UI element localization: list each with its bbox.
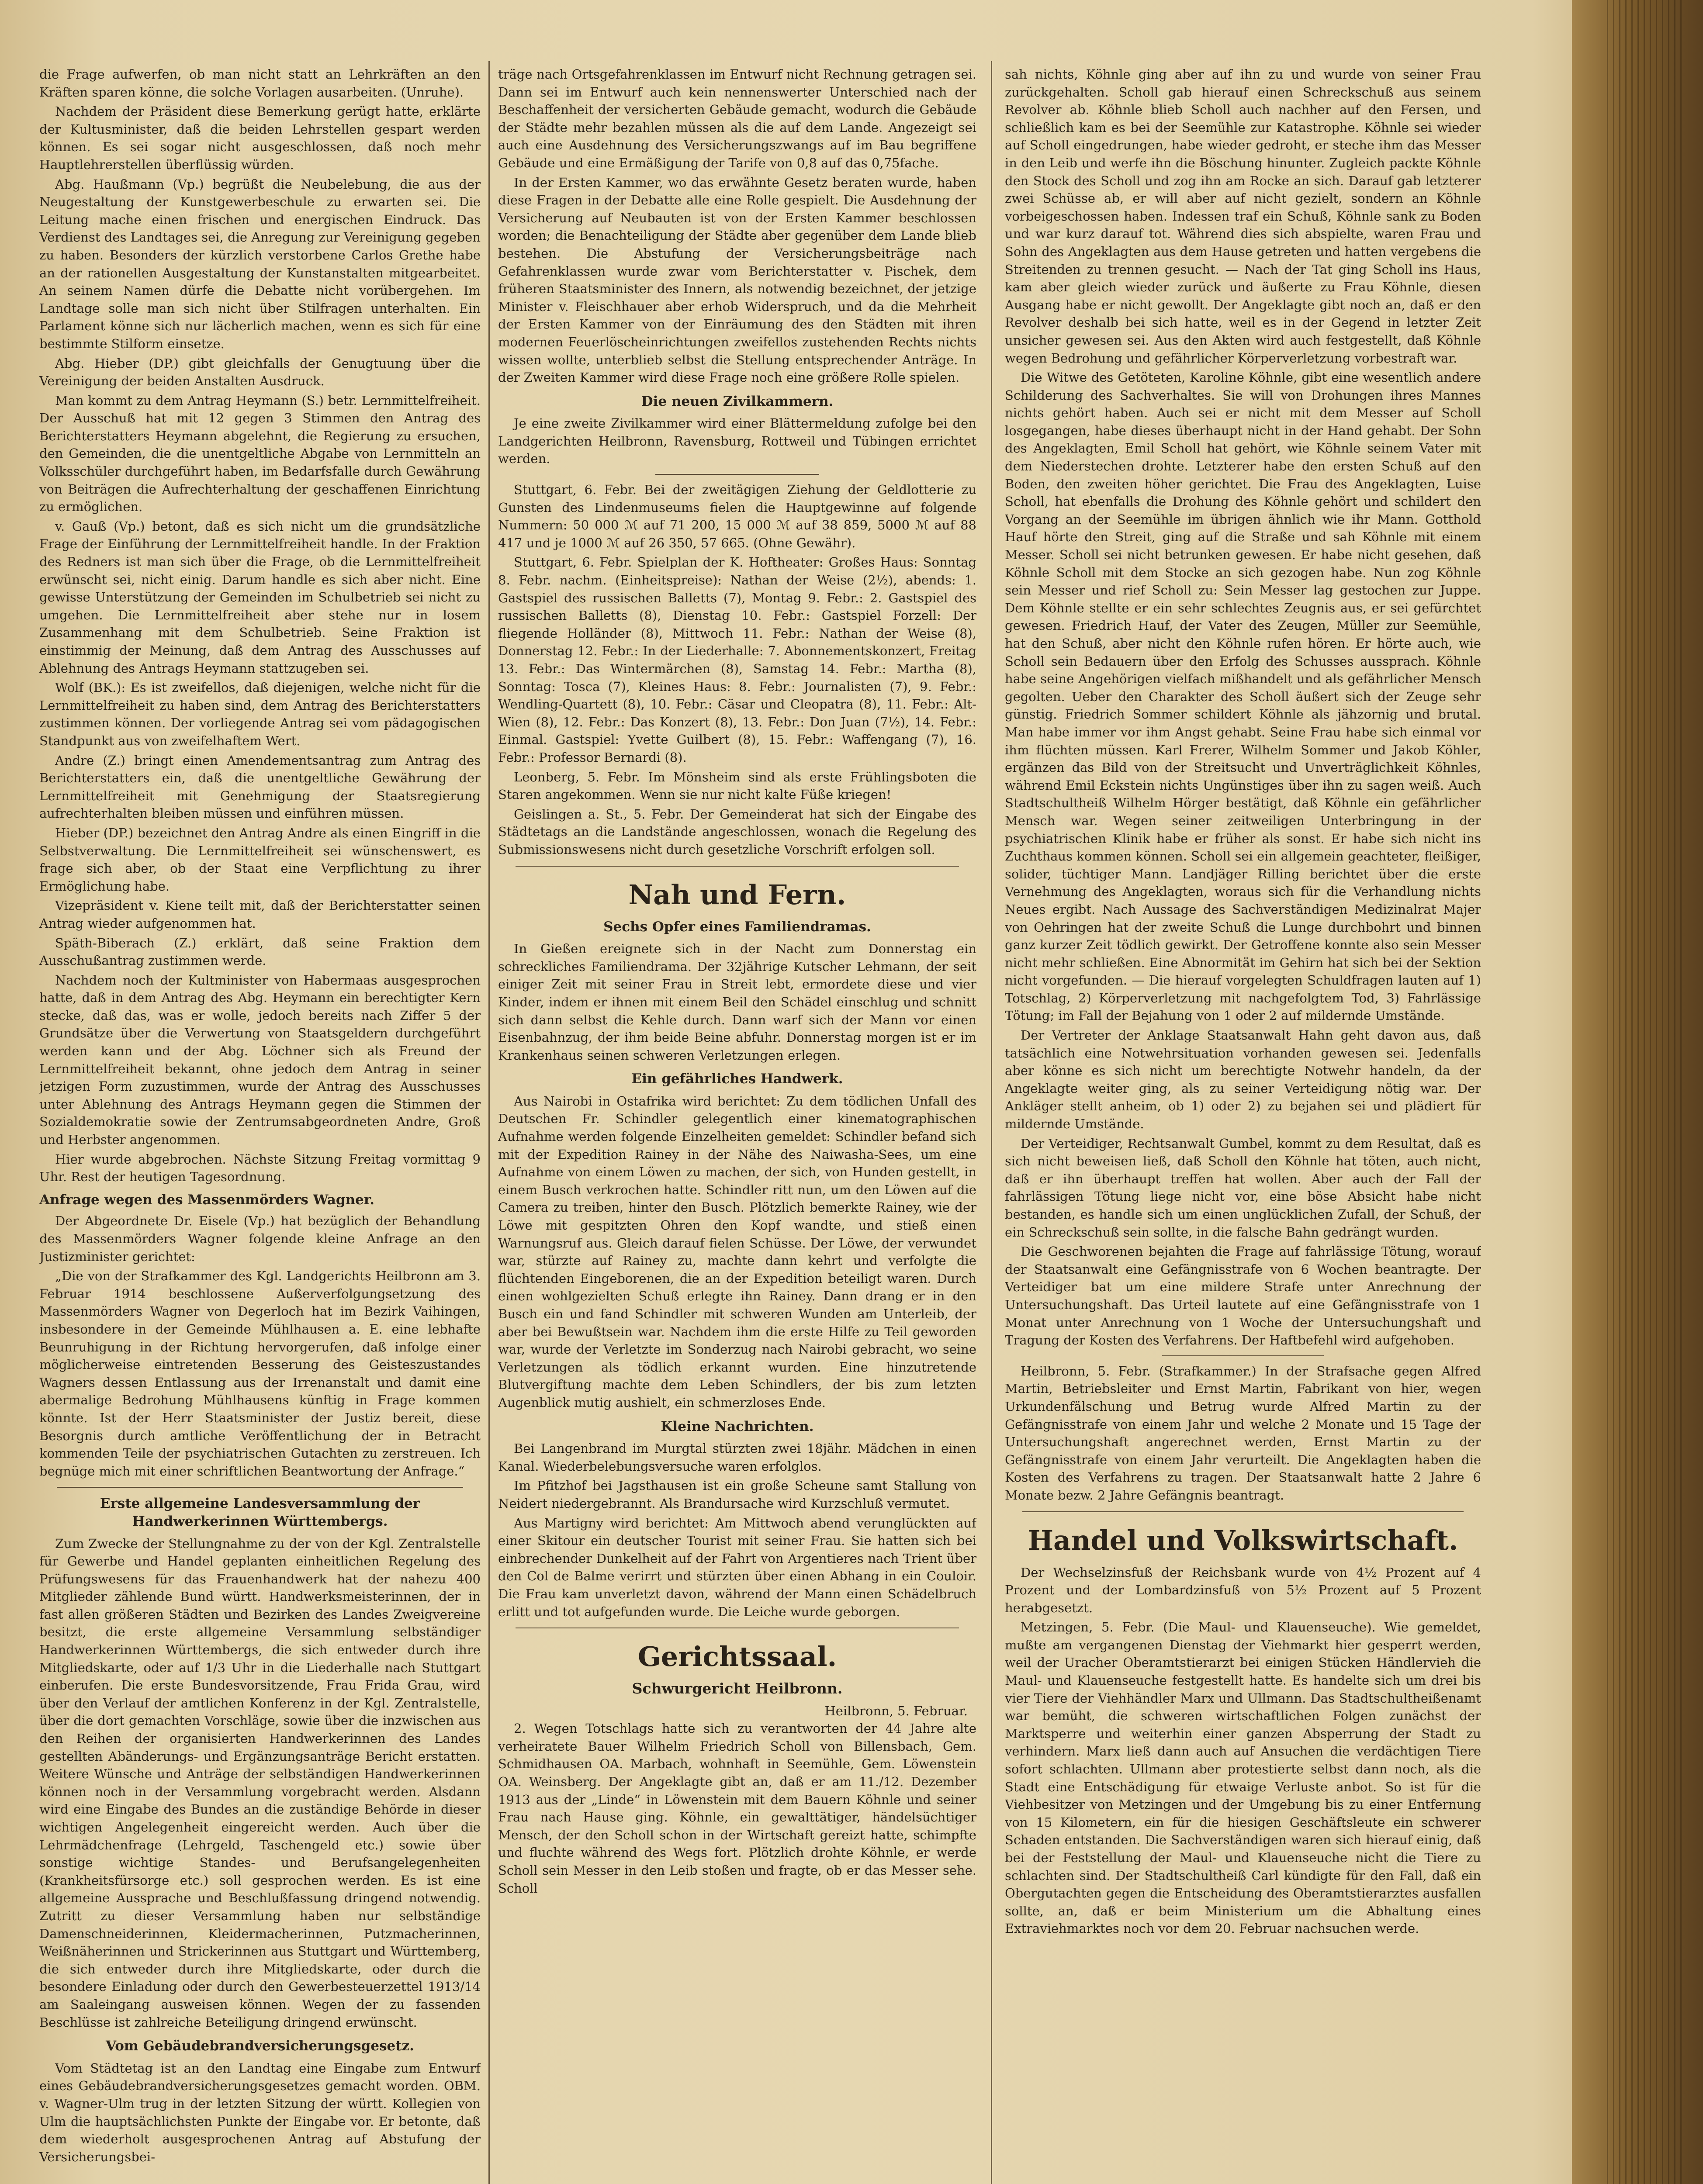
paragraph: Die Geschworenen bejahten die Frage auf fahrlässige Tötung, worauf der Staatsanwalt eine Gefängnisstrafe von 6 Wochen beantragte. Der Verteidiger bat um eine mildere Strafe unter Anrechnung der Untersuchungshaft. Das Urteil lautete auf eine Gefängnisstrafe von 1 Monat unter Anrechnung von 1 Woche der Untersuchungshaft und Tragung der Kosten des Verfahrens. Der Haftbefehl wird aufgehoben.: [1005, 1244, 1481, 1348]
column-rule-left: [488, 61, 490, 2184]
paragraph: Stuttgart, 6. Febr. Spielplan der K. Hoftheater: Großes Haus: Sonntag 8. Febr. nachm. (Einheitspreise): Nathan der Weise (2½), abends: 1. Gastspiel des russischen Balletts (7), Montag 9. Febr.: 2. Gastspiel des russischen Balletts (8), Dienstag 10. Febr.: Gastspiel Forzell: Der fliegende Holländer (8), Mittwoch 11. Febr.: Nathan der Weise (8), Donnerstag 12. Febr.: In der Liederhalle: 7. Abonnementskonzert, Freitag 13. Febr.: Das Wintermärchen (8), Samstag 14. Febr.: Martha (8), Sonntag: Tosca (7), Kleines Haus: 8. Febr.: Journalisten (7), 9. Febr.: Wendling-Quartett (8), 10. Febr.: Cäsar und Cleopatra (8), 11. Febr.: Alt-Wien (8), 12. Febr.: Das Konzert (8), 13. Febr.: Don Juan (7½), 14. Febr.: Einmal. Gastspiel: Yvette Guilbert (8), 15. Febr.: Waffengang (7), 16. Febr.: Professor Bernardi (8).: [498, 555, 976, 765]
divider: [516, 866, 959, 867]
subsection-heading: Schwurgericht Heilbronn.: [632, 1680, 843, 1697]
paragraph: sah nichts, Köhnle ging aber auf ihn zu und wurde von seiner Frau zurückgehalten. Scholl gab hierauf einen Schreckschuß aus seinem Revolver ab. Köhnle blieb Scholl auch nachher auf den Fersen, und schließlich kam es bei der Seemühle zur Katastrophe. Köhnle sei wieder auf Scholl eingedrungen, habe wieder gedroht, er steche ihm das Messer in den Leib und werfe ihn die Böschung hinunter. Zugleich packte Köhnle den Stock des Scholl und zog ihn am Rocke an sich. Darauf gab letzterer zwei Schüsse ab, er will aber auf nicht gezielt, sondern an Köhnle vorbeigeschossen haben. Indessen traf ein Schuß, Köhnle sank zu Boden und war kurz darauf tot. Während dies sich abspielte, waren Frau und Sohn des Angeklagten aus dem Hause getreten und hatten vergebens die Streitenden zu trennen gesucht. — Nach der Tat ging Scholl ins Haus, kam aber gleich wieder zurück und äußerte zu Frau Köhnle, diesen Ausgang habe er nicht gewollt. Der Angeklagte gibt noch an, daß er den Revolver deshalb bei sich hatte, weil es in der Gegend in letzter Zeit unsicher gewesen sei. Aus den Akten wird auch festgestellt, daß Köhnle wegen Bedrohung und gefährlicher Körperverletzung vorbestraft war.: [1005, 67, 1481, 366]
paragraph: Der Verteidiger, Rechtsanwalt Gumbel, kommt zu dem Resultat, daß es sich nicht beweisen ließ, daß Scholl den Köhnle hat töten, auch nicht, daß er ihn überhaupt treffen hat wollen. Aber auch der Fall der fahrlässigen Tötung liege nicht vor, eine böse Absicht habe nicht bestanden, es handle sich um einen unglücklichen Zufall, der Schuß, der ein Schreckschuß sein sollte, in die falsche Bahn gedrängt wurden.: [1005, 1136, 1481, 1240]
paragraph: Aus Nairobi in Ostafrika wird berichtet: Zu dem tödlichen Unfall des Deutschen Fr. Schindler gelegentlich einer kinematographischen Aufnahme werden folgende Einzelheiten gemeldet: Schindler befand sich mit der Expedition Rainey in der Nähe des Naiwasha-Sees, um eine Aufnahme von einem Löwen zu machen, der sich, von Hunden gestellt, in einem Busch verkrochen hatte. Schindler ritt nun, um den Löwen auf die Camera zu treiben, hinter den Busch. Plötzlich bemerkte Rainey, wie der Löwe mit gespitzten Ohren den Kopf wandte, und stieß einen Warnungsruf aus. Gleich darauf fielen Schüsse. Der Löwe, der verwundet war, stürzte auf Rainey zu, machte dann kehrt und verfolgte die flüchtenden Eingeborenen, die an der Expedition beteiligt waren. Durch einen wohlgezielten Schuß erlegte ihn Rainey. Dann drang er in den Busch ein und fand Schindler mit schweren Wunden am Unterleib, der aber bei Bewußtsein war. Nachdem ihm die erste Hilfe zu Teil geworden war, wurde der Verletzte im Sonderzug nach Nairobi gebracht, wo seine Verletzungen als tödlich erkannt wurden. Eine hinzutretende Blutvergiftung machte dem Leben Schindlers, der bis zum letzten Augenblick mutig aushielt, ein schmerzloses Ende.: [498, 1093, 976, 1410]
paragraph: Hieber (DP.) bezeichnet den Antrag Andre als einen Eingriff in die Selbstverwaltung. Die Lernmittelfreiheit sei wünschenswert, es frage sich aber, ob der Staat eine Verpflichtung zu ihrer Ermöglichung habe.: [39, 825, 481, 894]
paragraph: Bei Langenbrand im Murgtal stürzten zwei 18jähr. Mädchen in einen Kanal. Wiederbelebungsversuche waren erfolglos.: [498, 1441, 976, 1474]
paragraph: träge nach Ortsgefahrenklassen im Entwurf nicht Rechnung getragen sei. Dann sei im Entwurf auch kein nennenswerter Unterschied nach der Beschaffenheit der versicherten Gebäude gemacht, wodurch die Gebäude der Städte mehr bezahlen müssen als die auf dem Lande. Angezeigt sei auch eine Ausdehnung des Versicherungszwangs auf im Bau begriffene Gebäude und eine Ermäßigung der Tarife von 0,8 auf das 0,75fache.: [498, 67, 976, 170]
paragraph: Vizepräsident v. Kiene teilt mit, daß der Berichterstatter seinen Antrag wieder aufgenommen hat.: [39, 898, 481, 931]
paragraph: Metzingen, 5. Febr. (Die Maul- und Klauenseuche). Wie gemeldet, mußte am vergangenen Dienstag der Viehmarkt hier gesperrt werden, weil der Uracher Oberamtstierarzt bei einigen Stücken Händlervieh die Maul- und Klauenseuche festgestellt hatte. Es handelte sich um drei bis vier Tiere der Viehhändler Marx und Ullmann. Das Stadtschultheißenamt war bemüht, die schweren wirtschaftlichen Folgen zunächst der Marktsperre und weiterhin einer ganzen Absperrung der Stadt zu verhindern. Marx ließ dann auch auf Ansuchen die verdächtigen Tiere sofort schlachten. Ullmann aber protestierte selbst dann noch, als die Stadt eine Entschädigung für etwaige Verluste anbot. So ist für die Viehbesitzer von Metzingen und der Umgebung bis zu einer Entfernung von 15 Kilometern, ein für die hiesigen Geschäftsleute ein schwerer Schaden entstanden. Die Sachverständigen waren sich hierauf einig, daß bei der Feststellung der Maul- und Klauenseuche nicht die Tiere zu schlachten sind. Der Stadtschultheiß Carl kündigte für den Fall, daß ein Obergutachten gegen die Entscheidung des Oberamtstierarztes ausfallen sollte, an, daß er beim Ministerium um die Abhaltung eines Extraviehmarktes noch vor dem 20. Februar nachsuchen werde.: [1005, 1620, 1481, 1936]
paragraph: Andre (Z.) bringt einen Amendementsantrag zum Antrag des Berichterstatters ein, daß die unentgeltliche Gewährung der Lernmittelfreiheit mit Genehmigung der Staatsregierung aufrechterhalten bleiben müssen und einführen müssen.: [39, 753, 481, 821]
paragraph: Der Vertreter der Anklage Staatsanwalt Hahn geht davon aus, daß tatsächlich eine Notwehrsituation vorhanden gewesen sei. Jedenfalls aber könne es sich nicht um berechtigte Notwehr handeln, da der Angeklagte weiter ging, als zu seiner Verteidigung nötig war. Der Ankläger stellt anheim, ob 1) oder 2) zu bejahen sei und plädiert für mildernde Umstände.: [1005, 1028, 1481, 1132]
dateline: Heilbronn, 5. Februar.: [824, 1703, 968, 1718]
paragraph: Geislingen a. St., 5. Febr. Der Gemeinderat hat sich der Eingabe des Städtetags an die Landstände angeschlossen, wonach die Regelung des Submissionswesens nicht durch gesetzliche Vorschrift erfolgen soll.: [498, 806, 976, 857]
paragraph: In Gießen ereignete sich in der Nacht zum Donnerstag ein schreckliches Familiendrama. Der 32jährige Kutscher Lehmann, der seit einiger Zeit mit seiner Frau in Streit lebt, ermordete diese und vier Kinder, indem er ihnen mit einem Beil den Schädel einschlug und schnitt sich dann selbst die Kehle durch. Dann warf sich der Mann vor einen Eisenbahnzug, der ihm beide Beine abfuhr. Donnerstag morgen ist er im Krankenhaus seinen schweren Verletzungen erlegen.: [498, 941, 976, 1063]
article-heading: Anfrage wegen des Massenmörders Wagner.: [39, 1192, 375, 1208]
paragraph: Die Witwe des Getöteten, Karoline Köhnle, gibt eine wesentlich andere Schilderung des Sachverhaltes. Sie will von Drohungen ihres Mannes nichts gehört haben. Auch sei er nicht mit dem Messer auf Scholl losgegangen, habe dieses überhaupt nicht in der Hand gehabt. Der Sohn des Angeklagten, Emil Scholl hat gehört, wie Köhnle seinem Vater mit dem Niederstechen drohte. Letzterer habe den ersten Schuß auf den Boden, den zweiten höher gerichtet. Die Frau des Angeklagten, Luise Scholl, hat ebenfalls die Drohung des Köhnle gehört und schildert den Vorgang an der Seemühle im übrigen ähnlich wie ihr Mann. Gotthold Hauf hörte den Streit, ging auf die Straße und sah Köhnle mit einem Messer. Scholl sei nicht betrunken gewesen. Er habe nicht gesehen, daß Köhnle Scholl mit dem Stocke an sich gezogen habe. Nun zog Köhnle sein Messer und rief Scholl zu: Sein Messer lag gestochen zur Juppe. Dem Köhnle stellte er ein sehr schlechtes Zeugnis aus, er sei gefürchtet gewesen. Friedrich Hauf, der Vater des Zeugen, Müller zur Seemühle, hat den Schuß, aber nicht den Köhnle rufen hören. Er hörte auch, wie Scholl sein Bedauern über den Erfolg des Schusses aussprach. Köhnle habe seine Angehörigen vielfach mißhandelt und als gefährlicher Mensch gegolten. Ueber den Charakter des Scholl äußert sich der Zeuge sehr günstig. Friedrich Sommer schildert Köhnle als jähzornig und brutal. Man habe immer vor ihm Angst gehabt. Seine Frau habe sich einmal vor ihm flüchten müssen. Karl Frerer, Wilhelm Sommer und Jakob Köhler, ergänzen das Bild von der Streitsucht und Unverträglichkeit Köhnles, während Emil Eckstein nichts Ungünstiges über ihn zu sagen weiß. Auch Stadtschultheiß Wilhelm Hörger bestätigt, daß Köhnle ein gefährlicher Mensch war. Wegen seiner zeitweiligen Unterbringung in der psychiatrischen Klinik habe er früher als sonst. Er habe sich nicht ins Zuchthaus kommen können. Scholl sei ein allgemein geachteter, fleißiger, solider, tüchtiger Mann. Landjäger Rilling berichtet über die erste Vernehmung des Angeklagten, woraus sich für die Verhandlung nichts Neues ergibt. Nach Aussage des Sachverständigen Medizinalrat Majer von Oehringen hat der zweite Schuß die Lunge durchbohrt und binnen ganz kurzer Zeit tödlich gewirkt. Der Getroffene konnte also sein Messer nicht mehr schließen. Eine Abnormität im Gehirn hat sich bei der Sektion nicht vorgefunden. — Die hierauf vorgelegten Schuldfragen lauten auf 1) Totschlag, 2) Körperverletzung mit nachgefolgtem Tod, 3) Fahrlässige Tötung; im Fall der Bejahung von 1 oder 2 auf mildernde Umstände.: [1005, 370, 1481, 1023]
column-rule-right: [991, 61, 992, 2184]
article-heading: Kleine Nachrichten.: [661, 1418, 814, 1434]
paragraph: Zum Zwecke der Stellungnahme zu der von der Kgl. Zentralstelle für Gewerbe und Handel geplanten einheitlichen Regelung des Prüfungswesens für das Frauenhandwerk hat der nahezu 400 Mitglieder zählende Bund württ. Handwerksmeisterinnen, der in fast allen größeren Städten und Bezirken des Landes Zweigvereine besitzt, die erste allgemeine Versammlung selbständiger Handwerkerinnen Württembergs, die sich entweder durch ihre Mitgliedskarte, oder auf 1/3 Uhr in die Liederhalle nach Stuttgart einberufen. Die erste Bundesvorsitzende, Frau Frida Grau, wird über den Verlauf der amtlichen Konferenz in der Kgl. Zentralstelle, über die dort gemachten Vorschläge, sowie über die inzwischen aus den Reihen der organisierten Handwerkerinnen des Landes gestellten Abänderungs- und Ergänzungsanträge Bericht erstatten. Weitere Wünsche und Anträge der selbständigen Handwerkerinnen können noch in der Versammlung vorgebracht werden. Alsdann wird eine Eingabe des Bundes an die zuständige Behörde in dieser wichtigen Angelegenheit eingereicht werden. Auch über die Lehrmädchenfrage (Lehrgeld, Taschengeld etc.) sowie über sonstige wichtige Standes- und Berufsangelegenheiten (Krankheitsfürsorge etc.) soll gesprochen werden. Es ist eine allgemeine Aussprache und Beschlußfassung dringend notwendig. Zutritt zu dieser Versammlung haben nur selbständige Damenschneiderinnen, Kleidermacherinnen, Putzmacherinnen, Weißnäherinnen und Strickerinnen aus Stuttgart und Württemberg, die sich entweder durch ihre Mitgliedskarte, oder durch die besondere Einladung oder durch den Gewerbesteuerzettel 1913/14 am Saaleingang ausweisen können. Wegen der zu fassenden Beschlüsse ist zahlreiche Beteiligung dringend erwünscht.: [39, 1536, 481, 2030]
paragraph: „Die von der Strafkammer des Kgl. Landgerichts Heilbronn am 3. Februar 1914 beschlossene Außerverfolgungsetzung des Massenmörders Wagner von Degerloch hat im Bezirk Vaihingen, insbesondere in der Gemeinde Mühlhausen a. E. eine lebhafte Beunruhigung in der Richtung hervorgerufen, daß infolge einer möglicherweise eintretenden Besserung des Geisteszustandes Wagners dessen Entlassung aus der Irrenanstalt und damit eine abermalige Bedrohung Mühlhausens künftig in Frage kommen könnte. Ist der Herr Staatsminister der Justiz bereit, diese Besorgnis durch amtliche Veröffentlichung der in Betracht kommenden Teile der psychiatrischen Gutachten zu zerstreuen. Ich begnüge mich mit einer schriftlichen Beantwortung der Anfrage.“: [39, 1268, 481, 1479]
divider: [655, 474, 819, 475]
article-heading: Erste allgemeine Landesversammlung der Handwerkerinnen Württembergs.: [100, 1496, 420, 1529]
paragraph: Im Pfitzhof bei Jagsthausen ist ein große Scheune samt Stallung von Neidert niedergebrannt. Als Brandursache wird Kurzschluß vermutet.: [498, 1478, 976, 1511]
divider: [1022, 1511, 1464, 1512]
paragraph: Vom Städtetag ist an den Landtag eine Eingabe zum Entwurf eines Gebäudebrandversicherungsgesetzes gemacht worden. OBM. v. Wagner-Ulm trug in der letzten Sitzung der württ. Kollegien von Ulm die hauptsächlichsten Punkte der Eingabe vor. Er betonte, daß dem wiederholt ausgesprochenen Antrag auf Abstufung der Versicherungsbei-: [39, 2060, 481, 2164]
paragraph: Man kommt zu dem Antrag Heymann (S.) betr. Lernmittelfreiheit. Der Ausschuß hat mit 12 gegen 3 Stimmen den Antrag des Berichterstatters Heymann abgelehnt, die Regierung zu ersuchen, den Gemeinden, die die unentgeltliche Abgabe von Lernmitteln an Volksschüler durchgeführt haben, im Bedarfsfalle durch Gewährung von Beiträgen die Aufrechterhaltung der geschaffenen Einrichtung zu ermöglichen.: [39, 393, 481, 515]
paragraph: 2. Wegen Totschlags hatte sich zu verantworten der 44 Jahre alte verheiratete Bauer Wilhelm Friedrich Scholl von Billensbach, Gem. Schmidhausen OA. Marbach, wohnhaft in Seemühle, Gem. Löwenstein OA. Weinsberg. Der Angeklagte gibt an, daß er am 11./12. Dezember 1913 aus der „Linde“ in Löwenstein mit dem Bauern Köhnle und seiner Frau nach Hause ging. Köhnle, ein gewalttätiger, händelsüchtiger Mensch, der den Scholl schon in der Wirtschaft gereizt hatte, schimpfte und fluchte während des Wegs fort. Plötzlich drohte Köhnle, er werde Scholl sein Messer in den Leib stoßen und fragte, ob er das Messer sehe. Scholl: [498, 1721, 976, 1896]
paragraph: Stuttgart, 6. Febr. Bei der zweitägigen Ziehung der Geldlotterie zu Gunsten des Lindenmuseums fielen die Hauptgewinne auf folgende Nummern: 50 000 ℳ auf 71 200, 15 000 ℳ auf 38 859, 5000 ℳ auf 88 417 und je 1000 ℳ auf 26 350, 57 665. (Ohne Gewähr).: [498, 482, 976, 550]
column-1: [39, 66, 481, 2184]
paragraph: Der Wechselzinsfuß der Reichsbank wurde von 4½ Prozent auf 4 Prozent und der Lombardzinsfuß von 5½ Prozent auf 5 Prozent herabgesetzt.: [1005, 1565, 1481, 1615]
section-heading: Handel und Volkswirtschaft.: [1028, 1524, 1458, 1556]
divider: [57, 1487, 463, 1488]
section-heading: Nah und Fern.: [628, 878, 846, 911]
paragraph: Späth-Biberach (Z.) erklärt, daß seine Fraktion dem Ausschußantrag zustimmen werde.: [39, 935, 481, 968]
paragraph: Abg. Hieber (DP.) gibt gleichfalls der Genugtuung über die Vereinigung der beiden Anstalten Ausdruck.: [39, 356, 481, 389]
paragraph: Abg. Haußmann (Vp.) begrüßt die Neubelebung, die aus der Neugestaltung der Kunstgewerbeschule zu erwarten sei. Die Leitung mache einen frischen und energischen Eindruck. Das Verdienst des Landtages sei, die Anregung zur Vereinigung gegeben zu haben. Besonders der kürzlich verstorbene Carlos Grethe habe an der rationellen Ausgestaltung der Kunstanstalten mitgearbeitet. An seinem Namen dürfe die Debatte nicht vorübergehen. Im Landtage solle man sich nicht über Stilfragen unterhalten. Ein Parlament könne sich nur lächerlich machen, wenn es sich für eine bestimmte Stilform einsetze.: [39, 176, 481, 351]
article-heading: Sechs Opfer eines Familiendramas.: [603, 919, 871, 935]
article-heading: Die neuen Zivilkammern.: [641, 393, 834, 409]
paragraph: Leonberg, 5. Febr. Im Mönsheim sind als erste Frühlingsboten die Staren angekommen. Wenn sie nur nicht kalte Füße kriegen!: [498, 769, 976, 802]
divider: [1162, 1355, 1324, 1356]
paragraph: Nachdem noch der Kultminister von Habermaas ausgesprochen hatte, daß in dem Antrag des Abg. Heymann ein berechtigter Kern stecke, daß das, was er wolle, jedoch bereits nach Ziffer 5 der Grundsätze über die Verwertung von Staatsgeldern durchgeführt werden kann und der Abg. Löchner sich als Freund der Lernmittelfreiheit bekannt, ohne jedoch dem Antrag in seiner jetzigen Form zuzustimmen, wurde der Antrag des Ausschusses unter Ablehnung des Antrags Heymann gegen die Stimmen der Sozialdemokratie sowie der Zentrumsabgeordneten Andre, Groß und Herbster angenommen.: [39, 972, 481, 1147]
paragraph: v. Gauß (Vp.) betont, daß es sich nicht um die grundsätzliche Frage der Einführung der Lernmittelfreiheit handle. In der Fraktion des Redners ist man sich über die Frage, ob die Lernmittelfreiheit erwünscht sei, nicht einig. Darum handle es sich aber nicht. Eine gewisse Unterstützung der Gemeinden im Schulbetrieb sei nicht zu umgehen. Die Lernmittelfreiheit aber stehe nur in losem Zusammenhang mit dem Schulbetrieb. Seine Fraktion ist einstimmig der Meinung, daß dem Antrag des Ausschusses auf Ablehnung des Antrags Heymann stattzugeben sei.: [39, 518, 481, 676]
paragraph: Der Abgeordnete Dr. Eisele (Vp.) hat bezüglich der Behandlung des Massenmörders Wagner folgende kleine Anfrage an den Justizminister gerichtet:: [39, 1213, 481, 1264]
paragraph: Heilbronn, 5. Febr. (Strafkammer.) In der Strafsache gegen Alfred Martin, Betriebsleiter und Ernst Martin, Fabrikant von hier, wegen Urkundenfälschung und Betrug wurde Alfred Martin zu der Gefängnisstrafe von einem Jahr und welche 2 Monate und 15 Tage der Untersuchungshaft angerechnet werden, Ernst Martin zu der Gefängnisstrafe von einem Jahr verurteilt. Die Angeklagten haben die Kosten des Verfahrens zu tragen. Der Staatsanwalt hatte 2 Jahre 6 Monate bezw. 2 Jahre Gefängnis beantragt.: [1005, 1363, 1481, 1503]
paragraph: die Frage aufwerfen, ob man nicht statt an Lehrkräften an den Kräften sparen könne, die solche Vorlagen ausarbeiten. (Unruhe).: [39, 67, 481, 100]
paragraph: Aus Martigny wird berichtet: Am Mittwoch abend verunglückten auf einer Skitour ein deutscher Tourist mit seiner Frau. Sie hatten sich bei einbrechender Dunkelheit auf der Fahrt von Argentieres nach Trient über den Col de Balme verirrt und stürzten über einen Abhang in ein Couloir. Die Frau kam unverletzt davon, während der Mann einen Schädelbruch erlitt und tot aufgefunden wurde. Die Leiche wurde geborgen.: [498, 1515, 976, 1619]
column-3: [1005, 66, 1481, 2184]
column-2: [498, 66, 976, 2184]
article-heading: Vom Gebäudebrandversicherungsgesetz.: [106, 2038, 414, 2054]
section-heading: Gerichtssaal.: [637, 1641, 837, 1673]
paragraph: Nachdem der Präsident diese Bemerkung gerügt hatte, erklärte der Kultusminister, daß die beiden Lehrstellen gespart werden können. Es sei sogar nicht ausgeschlossen, daß noch mehr Hauptlehrerstellen überflüssig würden.: [39, 104, 481, 172]
paragraph: Hier wurde abgebrochen. Nächste Sitzung Freitag vormittag 9 Uhr. Rest der heutigen Tagesordnung.: [39, 1151, 481, 1185]
paragraph: In der Ersten Kammer, wo das erwähnte Gesetz beraten wurde, haben diese Fragen in der Debatte alle eine Rolle gespielt. Die Ausdehnung der Versicherung auf Neubauten ist von der Ersten Kammer beschlossen worden; die Benachteiligung der Städte aber gegenüber dem Lande blieb bestehen. Die Abstufung der Versicherungsbeiträge nach Gefahrenklassen wurde zwar vom Berichterstatter v. Pischek, dem früheren Staatsminister des Innern, als notwendig bezeichnet, der jetzige Minister v. Fleischhauer aber erhob Widerspruch, und da die Mehrheit der Ersten Kammer von der Einräumung des den Städten mit ihren modernen Feuerlöscheinrichtungen zweifellos zustehenden Rechts nichts wissen wollte, unterblieb selbst die Stellung entsprechender Anträge. In der Zweiten Kammer wird diese Frage noch eine größere Rolle spielen.: [498, 175, 976, 385]
book-spine-pages: [1607, 0, 1686, 2184]
paragraph: Wolf (BK.): Es ist zweifellos, daß diejenigen, welche nicht für die Lernmittelfreiheit zu haben sind, dem Antrag des Berichterstatters zustimmen können. Der vorliegende Antrag sei vom pädagogischen Standpunkt aus von zweifelhaftem Wert.: [39, 680, 481, 748]
article-heading: Ein gefährliches Handwerk.: [631, 1071, 843, 1087]
paragraph: Je eine zweite Zivilkammer wird einer Blättermeldung zufolge bei den Landgerichten Heilbronn, Ravensburg, Rottweil und Tübingen errichtet werden.: [498, 416, 976, 467]
